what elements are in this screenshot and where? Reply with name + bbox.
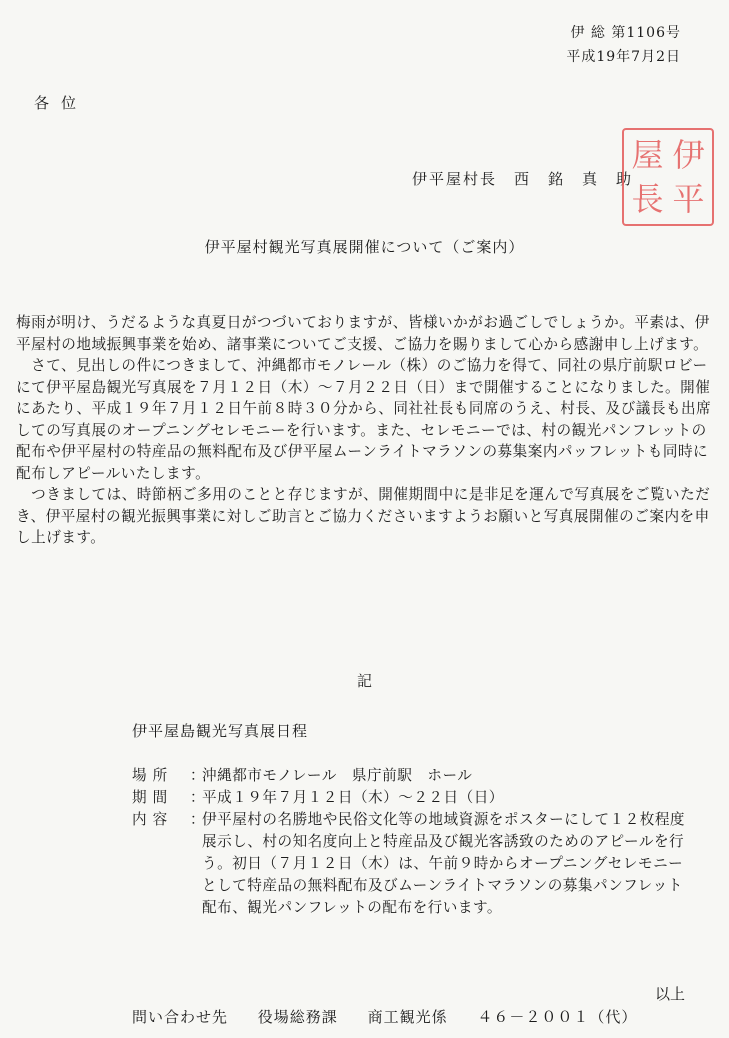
document-number: 伊 総 第1106号 [570, 25, 681, 41]
seal-char: 伊 [672, 136, 705, 174]
official-seal [622, 128, 714, 226]
contact-phone: ４６－２００１（代） [477, 1008, 638, 1026]
detail-row-content: 内容 ： 伊平屋村の名勝地や民俗文化等の地域資源をポスターにして１２枚程度展示し、村の知名度向上と特産品及び観光客誘致のためのアピールを行う。初日（７月１２日（木）は、午前９時からオープニングセレモニーとして特産品の無料配布及びムーンライトマラソンの募集パンフレット配布、観光パンフレットの配布を行います。 [132, 809, 692, 919]
seal-char: 屋 [631, 136, 664, 174]
detail-label: 内容 [132, 811, 174, 828]
contact-info [132, 1006, 661, 1027]
document-date: 平成19年7月2日 [566, 49, 681, 65]
paragraph: さて、見出しの件につきまして、沖縄都市モノレール（株）のご協力を得て、同社の県庁前駅ロビーにて伊平屋島観光写真展を７月１２日（木）～７月２２日（日）まで開催することになりました。開催にあたり、平成１９年７月１２日午前８時３０分から、同社社長も同席のうえ、村長、及び議長も出席しての写真展のオープニングセレモニーを行います。また、セレモニーでは、村の観光パンフレットの配布や伊平屋村の特産品の無料配布及び伊平屋ムーンライトマラソンの募集案内パッフレットも同時に配布しアピールいたします。 [16, 357, 712, 482]
closing-mark: 以上 [654, 985, 685, 1003]
detail-label: 期間 [132, 789, 174, 806]
body-text [16, 312, 716, 549]
detail-value: 伊平屋村の名勝地や民俗文化等の地域資源をポスターにして１２枚程度展示し、村の知名度向上と特産品及び観光客誘致のためのアピールを行う。初日（７月１２日（木）は、午前９時からオープニングセレモニーとして特産品の無料配布及びムーンライトマラソンの募集パンフレット配布、観光パンフレットの配布を行います。 [202, 811, 686, 916]
contact-dept: 役場総務課 [257, 1008, 338, 1026]
paragraph: 梅雨が明け、うだるような真夏日がつづいておりますが、皆様いかがお過ごしでしょうか。平素は、伊平屋村の地域振興事業を始め、諸事業についてご支援、ご協力を賜りまして心から感謝申し上げます。 [16, 314, 710, 353]
contact-label: 問い合わせ先 [132, 1008, 229, 1026]
seal-char: 長 [631, 180, 664, 218]
detail-value: 平成１９年７月１２日（木）～２２日（日） [202, 789, 504, 806]
contact-section: 商工観光係 [367, 1008, 448, 1026]
schedule-details [132, 765, 692, 919]
paragraph: つきましては、時節柄ご多用のことと存じますが、開催期間中に是非足を運んで写真展をご覧いただき、伊平屋村の観光振興事業に対しご助言とご協力くださいますようお願いと写真展開催のご案内を申し上げます。 [16, 486, 711, 546]
ki-heading: 記 [356, 672, 372, 690]
detail-row-place: 場所 ： 沖縄都市モノレール 県庁前駅 ホール [132, 765, 692, 787]
sender-name: 伊平屋村長 西 銘 真 助 [411, 170, 633, 188]
schedule-title: 伊平屋島観光写真展日程 [132, 722, 309, 740]
document-title: 伊平屋村観光写真展開催について（ご案内） [204, 238, 525, 256]
addressee: 各位 [34, 94, 89, 112]
seal-char: 平 [672, 180, 705, 218]
detail-label: 場所 [132, 767, 174, 784]
detail-value: 沖縄都市モノレール 県庁前駅 ホール [202, 767, 473, 784]
detail-row-period: 期間 ： 平成１９年７月１２日（木）～２２日（日） [132, 787, 692, 809]
